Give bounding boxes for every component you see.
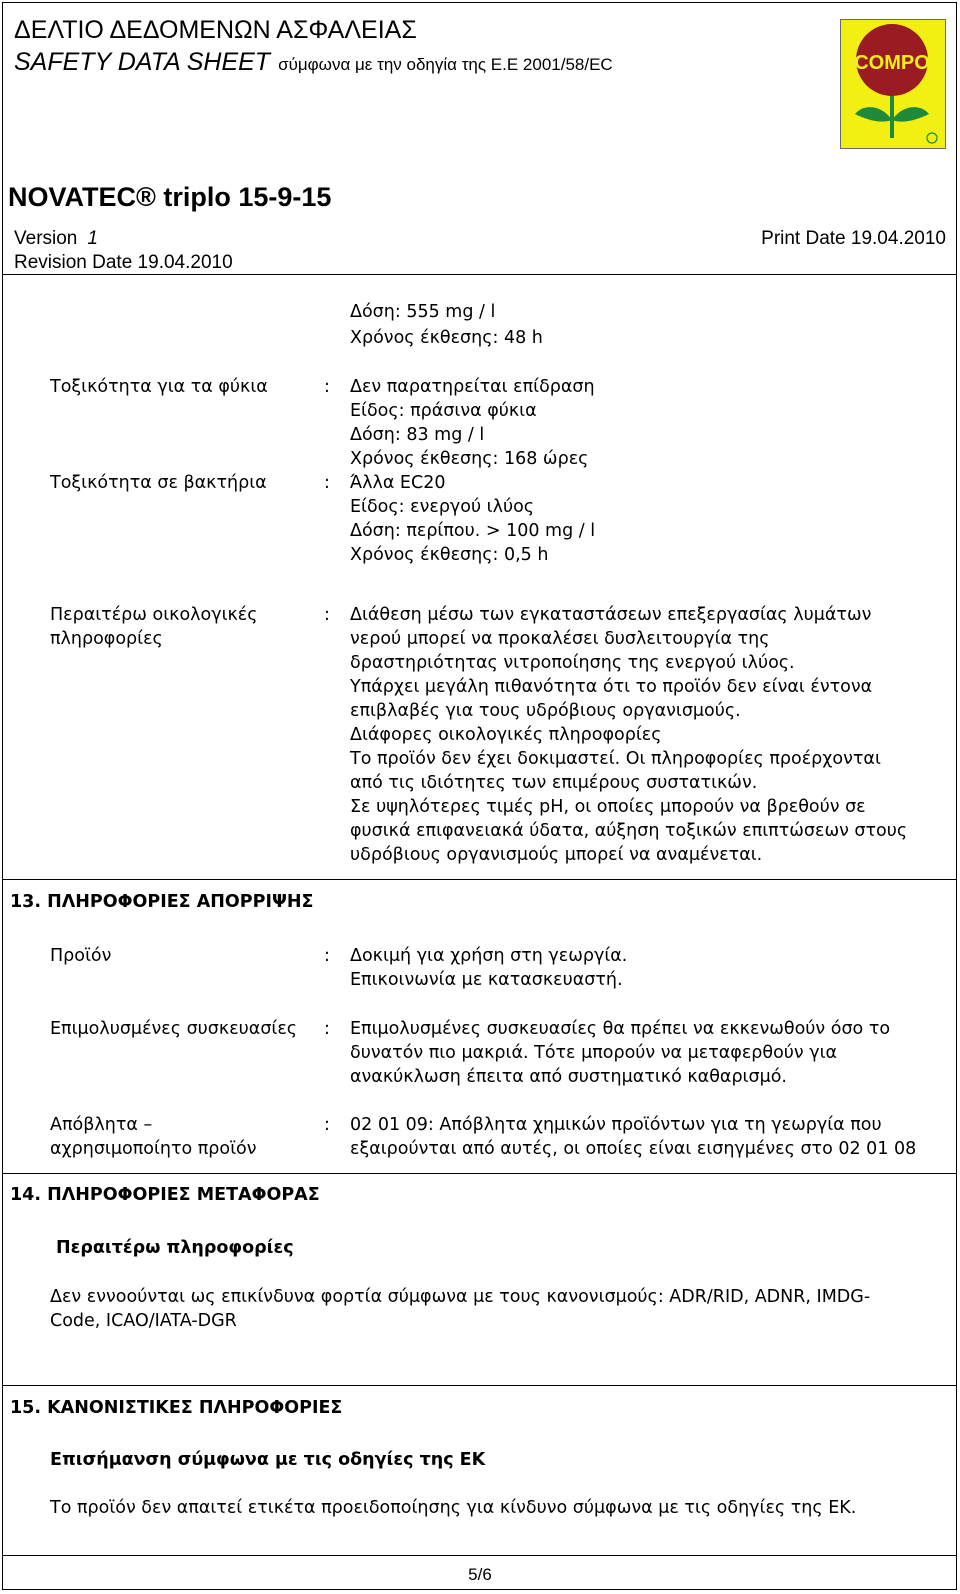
section-divider xyxy=(2,1385,957,1386)
transport-line: Δεν εννοούνται ως επικίνδυνα φορτία σύμφωνα με τους κανονισμούς: ADR/RID, ADNR, IMDG- xyxy=(50,1287,871,1307)
colon: : xyxy=(324,473,330,493)
bacteria-toxicity-label: Τοξικότητα σε βακτήρια xyxy=(50,473,267,493)
further-ecology-line: Σε υψηλότερες τιμές pH, οι οποίες μπορούν να βρεθούν σε xyxy=(350,797,866,817)
document-title-english xyxy=(14,48,613,77)
exposure-line: Χρόνος έκθεσης: 48 h xyxy=(350,328,543,348)
waste-line: 02 01 09: Απόβλητα χημικών προϊόντων για τη γεωργία που xyxy=(350,1115,882,1135)
further-ecology-line: από τις ιδιότητες των επιμέρους συστατικών. xyxy=(350,773,758,793)
further-ecology-line: νερού μπορεί να προκαλέσει δυσλειτουργία της xyxy=(350,629,770,649)
waste-label: αχρησιμοποίητο προϊόν xyxy=(50,1139,257,1159)
algae-line: Χρόνος έκθεσης: 168 ώρες xyxy=(350,449,589,469)
further-ecology-line: Υπάρχει μεγάλη πιθανότητα ότι το προϊόν δεν είναι έντονα xyxy=(350,677,873,697)
colon: : xyxy=(324,946,330,966)
revision-date: Revision Date 19.04.2010 xyxy=(14,252,233,273)
product-name: NOVATEC® triplo 15-9-15 xyxy=(8,182,332,212)
packaging-line: Επιμολυσμένες συσκευασίες θα πρέπει να εκκενωθούν όσο το xyxy=(350,1019,891,1039)
section-14-title: 14. ΠΛΗΡΟΦΟΡΙΕΣ ΜΕΤΑΦΟΡΑΣ xyxy=(10,1185,320,1205)
product-line: Επικοινωνία με κατασκευαστή. xyxy=(350,970,623,990)
algae-toxicity-label: Τοξικότητα για τα φύκια xyxy=(50,377,268,397)
version xyxy=(14,228,98,250)
compo-logo-graphic xyxy=(841,20,944,147)
dose-line: Δόση: 555 mg / l xyxy=(350,302,496,322)
print-date: Print Date 19.04.2010 xyxy=(761,228,946,249)
directive-text: σύμφωνα με την οδηγία της Ε.Ε 2001/58/EC xyxy=(278,55,613,74)
product-line: Δοκιμή για χρήση στη γεωργία. xyxy=(350,946,628,966)
document-title-greek: ΔΕΛΤΙΟ ΔΕΔΟΜΕΝΩΝ ΑΣΦΑΛΕΙΑΣ xyxy=(14,16,417,44)
page-number: 5/6 xyxy=(468,1565,492,1584)
algae-line: Δεν παρατηρείται επίδραση xyxy=(350,377,595,397)
waste-line: εξαιρούνται από αυτές, οι οποίες είναι εισηγμένες στο 02 01 08 xyxy=(350,1139,917,1159)
logo-text: COMPO xyxy=(854,52,930,74)
further-ecology-line: δραστηριότητας νιτροποίησης της ενεργού ιλύος. xyxy=(350,653,795,673)
colon: : xyxy=(324,1115,330,1135)
packaging-label: Επιμολυσμένες συσκευασίες xyxy=(50,1019,298,1039)
transport-line: Code, ICAO/IATA-DGR xyxy=(50,1311,237,1331)
version-label: Version xyxy=(14,228,78,249)
regulatory-subtitle: Επισήμανση σύμφωνα με τις οδηγίες της ΕΚ xyxy=(50,1450,486,1470)
further-ecology-line: επιβλαβές για τους υδρόβιους οργανισμούς. xyxy=(350,701,741,721)
further-ecology-line: Διάθεση μέσω των εγκαταστάσεων επεξεργασίας λυμάτων xyxy=(350,605,872,625)
header-divider xyxy=(2,274,957,275)
section-13-title: 13. ΠΛΗΡΟΦΟΡΙΕΣ ΑΠΟΡΡΙΨΗΣ xyxy=(10,892,314,912)
bacteria-line: Δόση: περίπου. > 100 mg / l xyxy=(350,521,596,541)
colon: : xyxy=(324,377,330,397)
packaging-line: ανακύκλωση έπειτα από συστηματικό καθαρισμό. xyxy=(350,1067,787,1087)
algae-line: Δόση: 83 mg / l xyxy=(350,425,485,445)
section-15-title: 15. ΚΑΝΟΝΙΣΤΙΚΕΣ ΠΛΗΡΟΦΟΡΙΕΣ xyxy=(10,1398,343,1418)
packaging-line: δυνατόν πιο μακριά. Τότε μπορούν να μεταφερθούν για xyxy=(350,1043,838,1063)
further-ecology-label: Περαιτέρω οικολογικές xyxy=(50,605,258,625)
transport-subtitle: Περαιτέρω πληροφορίες xyxy=(56,1238,294,1258)
bacteria-line: Χρόνος έκθεσης: 0,5 h xyxy=(350,545,549,565)
further-ecology-line: υδρόβιους οργανισμούς μπορεί να αναμένεται. xyxy=(350,845,763,865)
regulatory-text: Το προϊόν δεν απαιτεί ετικέτα προειδοποίησης για κίνδυνο σύμφωνα με τις οδηγίες της ΕΚ. xyxy=(50,1498,857,1518)
colon: : xyxy=(324,1019,330,1039)
compo-logo xyxy=(840,19,946,149)
bacteria-line: Είδος: ενεργού ιλύος xyxy=(350,497,535,517)
further-ecology-label: πληροφορίες xyxy=(50,629,163,649)
further-ecology-line: Διάφορες οικολογικές πληροφορίες xyxy=(350,725,662,745)
bacteria-line: Άλλα EC20 xyxy=(350,473,446,493)
version-value: 1 xyxy=(87,228,98,249)
waste-label: Απόβλητα – xyxy=(50,1115,153,1135)
further-ecology-line: φυσικά επιφανειακά ύδατα, αύξηση τοξικών επιπτώσεων στους xyxy=(350,821,908,841)
colon: : xyxy=(324,605,330,625)
section-divider xyxy=(2,879,957,880)
title-en: SAFETY DATA SHEET xyxy=(14,48,271,76)
further-ecology-line: Το προϊόν δεν έχει δοκιμαστεί. Οι πληροφορίες προέρχονται xyxy=(350,749,881,769)
product-label: Προϊόν xyxy=(50,946,112,966)
footer-divider xyxy=(2,1555,957,1556)
section-divider xyxy=(2,1173,957,1174)
algae-line: Είδος: πράσινα φύκια xyxy=(350,401,537,421)
